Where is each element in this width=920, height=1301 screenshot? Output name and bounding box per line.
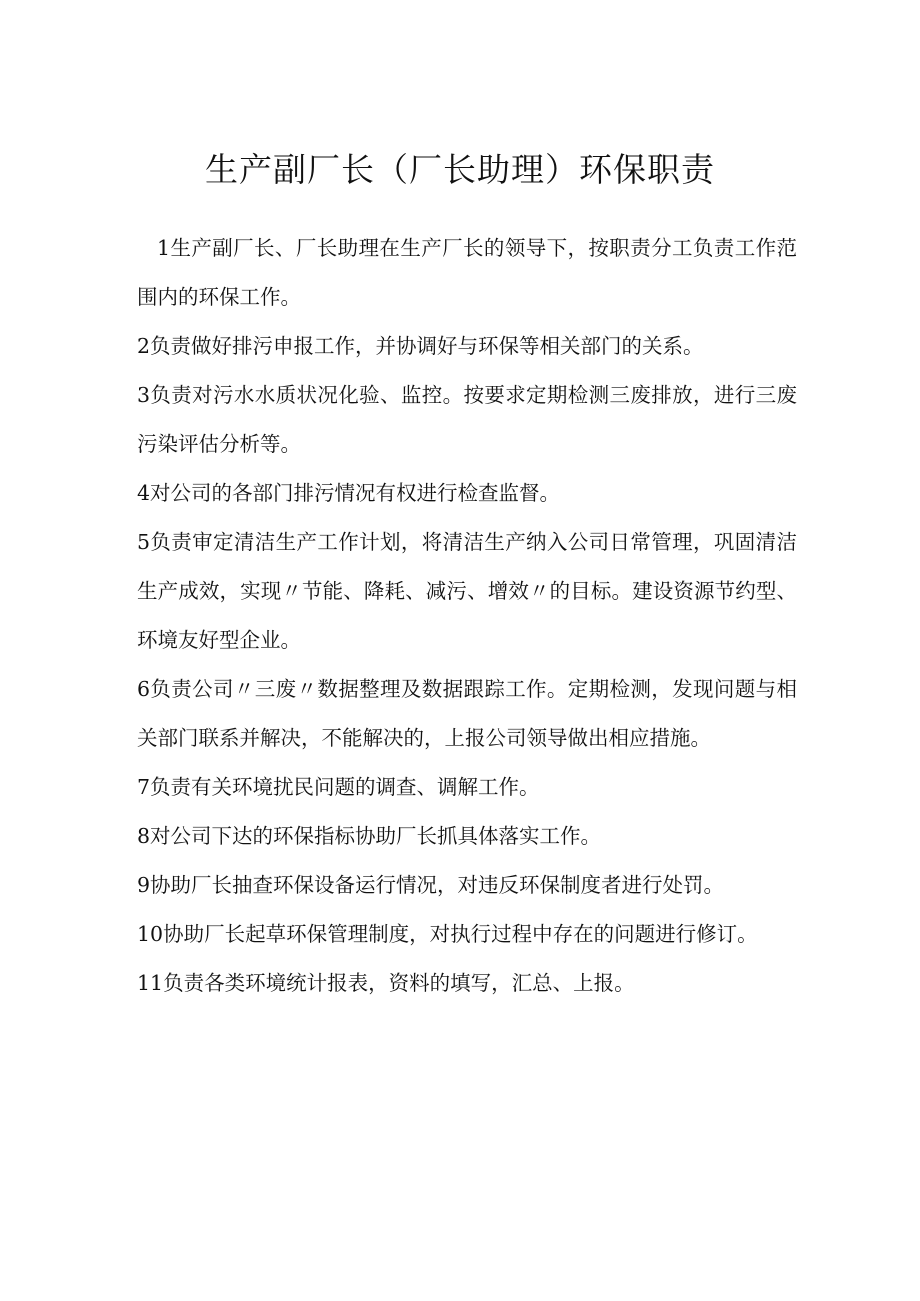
- duty-item-3: 3负责对污水水质状况化验、监控。按要求定期检测三废排放，进行三废污染评估分析等。: [137, 383, 797, 456]
- document-body: [137, 224, 797, 1008]
- duty-item-2: 2负责做好排污申报工作，并协调好与环保等相关部门的关系。: [137, 334, 704, 358]
- duty-item-6: 6负责公司〃三废〃数据整理及数据跟踪工作。定期检测，发现问题与相关部门联系并解决，不能解决的，上报公司领导做出相应措施。: [137, 677, 797, 750]
- duty-item-4: 4对公司的各部门排污情况有权进行检查监督。: [137, 481, 561, 505]
- duty-item-10: 10协助厂长起草环保管理制度，对执行过程中存在的问题进行修订。: [137, 922, 758, 946]
- document-title: 生产副厂长（厂长助理）环保职责: [205, 150, 715, 189]
- duty-item-7: 7负责有关环境扰民问题的调查、调解工作。: [137, 775, 540, 799]
- duty-item-1: 1生产副厂长、厂长助理在生产厂长的领导下，按职责分工负责工作范围内的环保工作。: [137, 236, 797, 309]
- duty-item-11: 11负责各类环境统计报表，资料的填写，汇总、上报。: [137, 971, 635, 995]
- duty-item-8: 8对公司下达的环保指标协助厂长抓具体落实工作。: [137, 824, 602, 848]
- duty-item-5: 5负责审定清洁生产工作计划，将清洁生产纳入公司日常管理，巩固清洁生产成效，实现〃节能、降耗、减污、增效〃的目标。建设资源节约型、环境友好型企业。: [137, 530, 797, 652]
- duty-item-9: 9协助厂长抽查环保设备运行情况，对违反环保制度者进行处罚。: [137, 873, 725, 897]
